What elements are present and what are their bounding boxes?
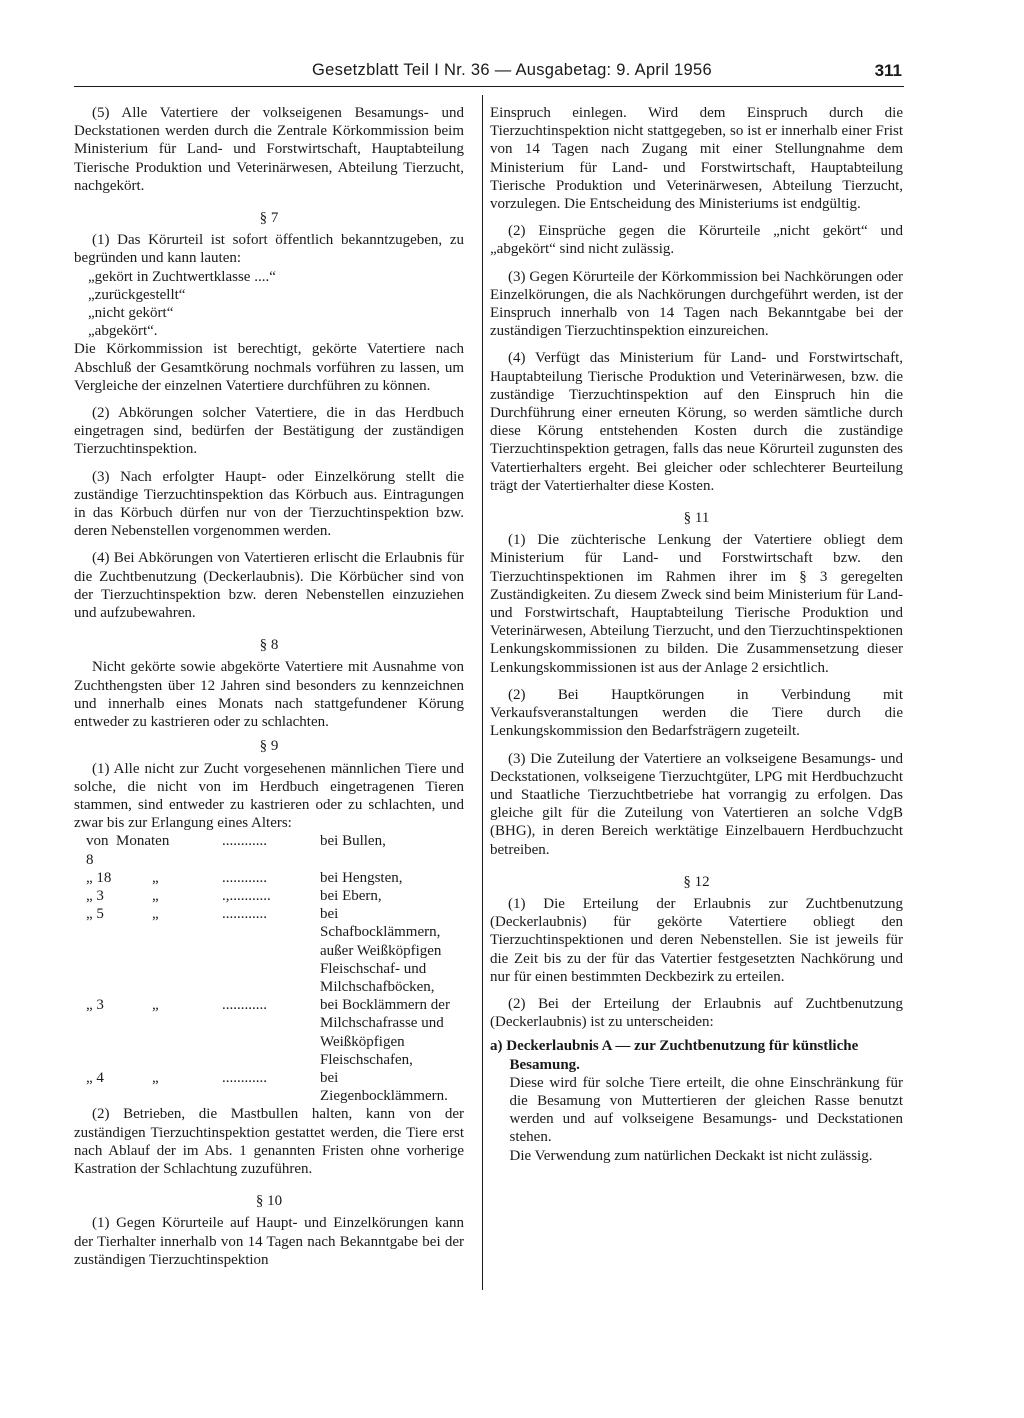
- leader-dots: ............: [222, 869, 267, 886]
- paragraph-10-4: (4) Verfügt das Ministerium für Land- und Forstwirtschaft, Hauptabteilung Tierische Produktion und Veterinärwesen, bzw. die zuständige Tierzuchtinspektion auf den Einspruch hin die Durchführung einer erneuten Körung, so werden sämtliche durch diese Körung entstehenden Kosten durch die zuständige Tierzuchtinspektion getragen, falls das neue Körurteil zugunsten des Vatertierhalters ergeht. Bei gleicher oder schlechterer Beurteilung trägt der Vatertierhalter diese Kosten.: [490, 350, 903, 494]
- section-7-heading: § 7: [259, 210, 279, 227]
- paragraph-10-1-cont: Einspruch einlegen. Wird dem Einspruch durch die Tierzuchtinspektion nicht stattgegeben, so ist er innerhalb einer Frist von 14 Tagen nach Zugang mit einer Stellungnahme dem Ministerium für Land- und Forstwirtschaft, Hauptabteilung Tierische Produktion und Veterinärwesen, Abteilung Tierzucht, vorzulegen. Die Entscheidung des Ministeriums ist endgültig.: [490, 105, 903, 213]
- animal-type: bei Bocklämmern der Milchschafrasse und Weißköpfigen Fleischschafen,: [320, 997, 450, 1068]
- right-column: [490, 104, 903, 1165]
- paragraph-8: Nicht gekörte sowie abgekörte Vatertiere mit Ausnahme von Zuchthengsten über 12 Jahren sind besonders zu kennzeichnen und innerhalb eines Monats nach stattgefundener Körung entweder zu kastrieren oder zu schlachten.: [74, 659, 464, 731]
- animal-type: bei Schafbocklämmern, außer Weißköpfigen Fleischschaf- und Milchschafböcken,: [320, 906, 442, 995]
- animal-type: bei Bullen,: [320, 833, 386, 850]
- section-11-heading: § 11: [683, 510, 710, 527]
- paragraph-6-5: (5) Alle Vatertiere der volkseigenen Besamungs- und Deckstationen werden durch die Zentrale Körkommission beim Ministerium für Land- und Forstwirtschaft, Hauptabteilung Tierische Produktion und Veterinärwesen, Abteilung Tierzucht, nachgekört.: [74, 105, 464, 194]
- age-value: „ 5: [86, 906, 104, 923]
- left-column: [74, 104, 464, 1269]
- table-row: [84, 1069, 458, 1105]
- list-item-a-body: Die Verwendung zum natürlichen Deckakt ist nicht zulässig.: [509, 1147, 873, 1164]
- age-unit: „: [152, 906, 159, 923]
- list-item-a-title: a) Deckerlaubnis A — zur Zuchtbenutzung für künstliche Besamung.: [490, 1038, 859, 1073]
- column-divider: [482, 95, 483, 1290]
- leader-dots: .,...........: [222, 887, 271, 904]
- table-row: [84, 869, 458, 887]
- animal-type: bei Ziegenbocklämmern.: [320, 1069, 448, 1105]
- section-12-heading: § 12: [683, 873, 710, 890]
- paragraph-7-2: (2) Abkörungen solcher Vatertiere, die in das Herdbuch eingetragen sind, bedürfen der Bestätigung der zuständigen Tierzuchtinspektion.: [74, 405, 464, 458]
- paragraph-12-1: (1) Die Erteilung der Erlaubnis zur Zuchtbenutzung (Deckerlaubnis) für gekörte Vatertiere obliegt den Tierzuchtinspektionen und deren Nebenstellen. Sie ist jeweils für die Zeit bis zu der für das Vatertier festgesetzten Nachkörung und nur für einen bestimmten Deckbezirk zu erteilen.: [490, 895, 903, 985]
- table-row: [84, 905, 458, 996]
- paragraph-9-2: (2) Betrieben, die Mastbullen halten, kann von der zuständigen Tierzuchtinspektion gestattet werden, die Tiere erst nach Ablauf der im Abs. 1 genannten Fristen ohne vorherige Kastration der Schlachtung zuzuführen.: [74, 1106, 464, 1177]
- section-8-heading: § 8: [259, 637, 279, 654]
- age-value: „ 18: [86, 869, 112, 886]
- paragraph-11-1: (1) Die züchterische Lenkung der Vatertiere obliegt dem Ministerium für Land- und Forstwirtschaft bzw. den Tierzuchtinspektionen im Rahmen ihrer im § 3 geregelten Zuständigkeiten. Zu diesem Zweck sind beim Ministerium für Land- und Forstwirtschaft, Hauptabteilung Tierische Produktion und Veterinärwesen, Abteilung Tierzucht, und den Tierzuchtinspektionen Lenkungskommissionen zu bilden. Die Zusammensetzung dieser Lenkungskommissionen ist aus der Anlage 2 ersichtlich.: [490, 532, 903, 676]
- table-row: [84, 887, 458, 905]
- header-rule: [74, 86, 904, 87]
- verdict-option: „nicht gekört“: [88, 305, 174, 322]
- animal-type: bei Hengsten,: [320, 869, 403, 886]
- section-10-heading: § 10: [255, 1193, 283, 1210]
- age-value: von 8: [86, 833, 109, 868]
- leader-dots: ............: [222, 906, 267, 923]
- paragraph-9-1: (1) Alle nicht zur Zucht vorgesehenen männlichen Tiere und solche, die nicht von im Herdbuch eingetragenen Tieren stammen, sind entweder zu kastrieren oder zu schlachten, und zwar bis zur Erlangung eines Alters:: [74, 760, 464, 832]
- age-table: [84, 832, 458, 1105]
- leader-dots: ............: [222, 833, 267, 850]
- verdict-option: „zurückgestellt“: [88, 286, 186, 303]
- age-value: „ 4: [86, 1069, 104, 1086]
- age-unit: „: [152, 1069, 159, 1086]
- verdict-option: „gekört in Zuchtwertklasse ....“: [88, 268, 276, 285]
- list-item-a: [490, 1037, 903, 1164]
- age-unit: „: [152, 887, 159, 904]
- paragraph-7-1-cont: Die Körkommission ist berechtigt, gekörte Vatertiere nach Abschluß der Gesamtkörung nochmals vorführen zu lassen, um Vergleiche der einzelnen Vatertiere durchführen zu können.: [74, 341, 464, 394]
- paragraph-7-4: (4) Bei Abkörungen von Vatertieren erlischt die Erlaubnis für die Zuchtbenutzung (Deckerlaubnis). Die Körbücher sind von der Tierzuchtinspektion bzw. deren Nebenstellen einzuziehen und aufzubewahren.: [74, 550, 464, 622]
- paragraph-7-3: (3) Nach erfolgter Haupt- oder Einzelkörung stellt die zuständige Tierzuchtinspektion das Körbuch aus. Eintragungen in das Körbuch dürfen nur von der Tierzuchtinspektion bzw. deren Nebenstellen vorgenommen werden.: [74, 468, 464, 540]
- paragraph-10-3: (3) Gegen Körurteile der Körkommission bei Nachkörungen oder Einzelkörungen, die als Nachkörungen durchgeführt werden, ist der Einspruch innerhalb von 14 Tagen nach Bekanntgabe bei der zuständigen Tierzuchtinspektion einzureichen.: [490, 268, 903, 340]
- paragraph-7-1: (1) Das Körurteil ist sofort öffentlich bekanntzugeben, zu begründen und kann lauten:: [74, 232, 464, 267]
- age-unit: „: [152, 997, 159, 1014]
- age-value: „ 3: [86, 887, 104, 904]
- age-unit: Monaten: [116, 833, 170, 850]
- list-item-a-body: Diese wird für solche Tiere erteilt, die ohne Einschränkung für die Besamung von Muttertieren der gleichen Rasse benutzt werden und auf volkseigene Besamungs- und Deckstationen stehen.: [509, 1074, 903, 1146]
- table-row: [84, 832, 458, 868]
- paragraph-11-2: (2) Bei Hauptkörungen in Verbindung mit Verkaufsveranstaltungen werden die Tiere durch die Lenkungskommission den Bedarfsträgern zugeteilt.: [490, 686, 903, 740]
- leader-dots: ............: [222, 1069, 267, 1086]
- table-row: [84, 996, 458, 1069]
- verdict-option: „abgekört“.: [88, 323, 158, 340]
- age-unit: „: [152, 869, 159, 886]
- section-9-heading: § 9: [259, 738, 279, 755]
- age-value: „ 3: [86, 997, 104, 1014]
- page-number: 311: [874, 61, 902, 80]
- paragraph-10-1: (1) Gegen Körurteile auf Haupt- und Einzelkörungen kann der Tierhalter innerhalb von 14 Tagen nach Bekanntgabe bei der zuständigen Tierzuchtinspektion: [74, 1215, 464, 1268]
- paragraph-12-2: (2) Bei der Erteilung der Erlaubnis auf Zuchtbenutzung (Deckerlaubnis) ist zu unterscheiden:: [490, 995, 903, 1031]
- paragraph-11-3: (3) Die Zuteilung der Vatertiere an volkseigene Besamungs- und Deckstationen, volkseigene Tierzuchtgüter, LPG mit Herdbuchzucht und Staatliche Tierzuchtbetriebe hat vorrangig zu erfolgen. Das gleiche gilt für die Zuteilung von Vatertieren an solche VdgB (BHG), in deren Bereich werktätige Einzelbauern Herdbuchzucht betreiben.: [490, 750, 903, 858]
- leader-dots: ............: [222, 997, 267, 1014]
- animal-type: bei Ebern,: [320, 887, 382, 904]
- page-header-title: Gesetzblatt Teil I Nr. 36 — Ausgabetag: 9. April 1956: [312, 61, 712, 79]
- paragraph-10-2: (2) Einsprüche gegen die Körurteile „nicht gekört“ und „abgekört“ sind nicht zulässig.: [490, 223, 903, 258]
